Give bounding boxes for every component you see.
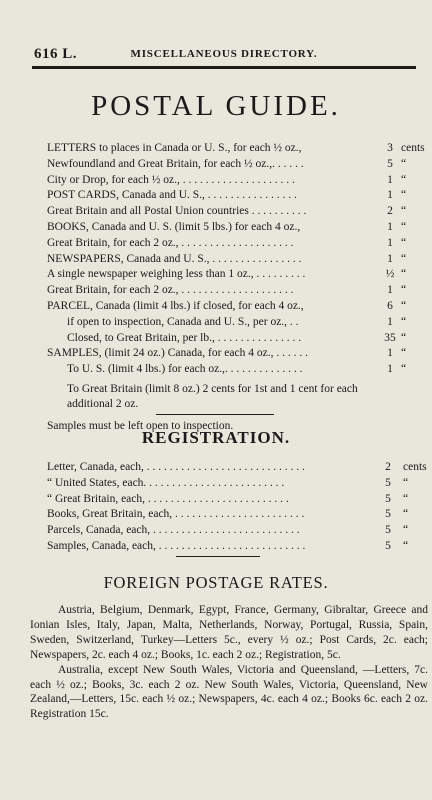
header-rule bbox=[32, 66, 416, 69]
rate-unit: “ bbox=[403, 476, 409, 489]
rate-amount: 6 bbox=[387, 299, 393, 312]
rate-unit: “ bbox=[401, 252, 407, 265]
rate-row bbox=[47, 299, 427, 315]
rate-amount: 2 bbox=[387, 205, 393, 218]
rate-row bbox=[47, 267, 427, 283]
rate-unit: “ bbox=[401, 268, 407, 281]
rate-unit: “ bbox=[401, 347, 407, 360]
rate-amount: ½ bbox=[385, 268, 395, 281]
rate-amount: 35 bbox=[384, 331, 396, 344]
postal-rates-list bbox=[47, 141, 427, 432]
rate-unit: “ bbox=[401, 236, 407, 249]
rate-amount: 5 bbox=[385, 476, 391, 489]
rate-row bbox=[47, 283, 427, 299]
rate-unit: “ bbox=[403, 508, 409, 521]
rate-label: “ United States, each. . . . . . . . . . . . . . . . . . . . . . . . . bbox=[47, 476, 285, 489]
rate-amount: 1 bbox=[387, 236, 393, 249]
rate-label: Great Britain, for each 2 oz., . . . . . . . . . . . . . . . . . . . . bbox=[47, 284, 294, 297]
rate-amount: 5 bbox=[385, 508, 391, 521]
rate-unit: “ bbox=[401, 157, 407, 170]
rate-row bbox=[47, 188, 427, 204]
rate-amount: 2 bbox=[385, 461, 391, 473]
rate-unit: “ bbox=[401, 284, 407, 297]
running-title: MISCELLANEOUS DIRECTORY. bbox=[130, 48, 318, 60]
rate-label: Samples, Canada, each, . . . . . . . . . . . . . . . . . . . . . . . . . . bbox=[47, 539, 306, 552]
rate-label: PARCEL, Canada (limit 4 lbs.) if closed, for each 4 oz., bbox=[47, 299, 304, 312]
page-title: POSTAL GUIDE. bbox=[91, 90, 341, 122]
rate-amount: 1 bbox=[387, 363, 393, 376]
rate-row bbox=[47, 346, 427, 362]
rate-row bbox=[47, 315, 427, 331]
rate-row bbox=[47, 331, 427, 347]
rate-label: A single newspaper weighing less than 1 oz., . . . . . . . . . bbox=[47, 268, 306, 281]
rate-label: “ Great Britain, each, . . . . . . . . . . . . . . . . . . . . . . . . . bbox=[47, 492, 289, 505]
rate-row bbox=[47, 173, 427, 189]
rate-unit: “ bbox=[401, 189, 407, 202]
rate-row bbox=[47, 141, 427, 157]
rate-amount: 3 bbox=[387, 142, 393, 154]
rate-unit: “ bbox=[401, 331, 407, 344]
rate-row bbox=[47, 539, 427, 555]
rate-row bbox=[47, 460, 427, 476]
rate-amount: 1 bbox=[387, 220, 393, 233]
rate-unit: cents bbox=[403, 461, 427, 473]
rate-label: SAMPLES, (limit 24 oz.) Canada, for each 4 oz., . . . . . . bbox=[47, 347, 308, 360]
rate-unit: “ bbox=[401, 363, 407, 376]
section-divider bbox=[176, 556, 260, 557]
rate-label: Parcels, Canada, each, . . . . . . . . . . . . . . . . . . . . . . . . . . bbox=[47, 524, 300, 537]
samples-great-britain-note: To Great Britain (limit 8 oz.) 2 cents for 1st and 1 cent for each additional 2 oz. bbox=[67, 383, 358, 410]
rate-label: POST CARDS, Canada and U. S., . . . . . . . . . . . . . . . . bbox=[47, 189, 297, 202]
rate-label: Great Britain and all Postal Union countries . . . . . . . . . . bbox=[47, 205, 307, 218]
foreign-paragraph: Australia, except New South Wales, Victoria and Queensland, —Letters, 7c. each ½ oz.; Books, 3c. each 2 oz. New South Wales, Victoria, Queensland, New Zealand,—Letters, 15c. each ½ oz.; Newspapers, 4c. each 4 oz.; Books 6c. each 2 oz. Registration 15c. bbox=[30, 663, 428, 721]
rate-unit: cents bbox=[401, 142, 425, 154]
rate-amount: 5 bbox=[385, 539, 391, 552]
rate-unit: “ bbox=[401, 173, 407, 186]
rate-amount: 5 bbox=[387, 157, 393, 170]
rate-unit: “ bbox=[401, 315, 407, 328]
section-divider bbox=[156, 414, 274, 415]
rate-label: Books, Great Britain, each, . . . . . . . . . . . . . . . . . . . . . . . bbox=[47, 508, 305, 521]
rate-unit: “ bbox=[403, 492, 409, 505]
rate-label: NEWSPAPERS, Canada and U. S., . . . . . . . . . . . . . . . . bbox=[47, 252, 302, 265]
rate-label: Great Britain, for each 2 oz., . . . . . . . . . . . . . . . . . . . . bbox=[47, 236, 294, 249]
rate-amount: 5 bbox=[385, 524, 391, 537]
rate-amount: 1 bbox=[387, 189, 393, 202]
rate-row bbox=[47, 362, 427, 378]
rate-amount: 1 bbox=[387, 347, 393, 360]
rate-row bbox=[47, 492, 427, 508]
rate-row bbox=[47, 236, 427, 252]
rate-row bbox=[47, 252, 427, 268]
rate-label: if open to inspection, Canada and U. S., per oz., . . bbox=[67, 315, 299, 328]
rate-label: City or Drop, for each ½ oz., . . . . . . . . . . . . . . . . . . . . bbox=[47, 173, 295, 186]
foreign-rates-text bbox=[30, 603, 428, 722]
page-header bbox=[34, 46, 414, 66]
rate-label: Letter, Canada, each, . . . . . . . . . . . . . . . . . . . . . . . . . . . . bbox=[47, 461, 305, 473]
rate-amount: 1 bbox=[387, 284, 393, 297]
rate-unit: “ bbox=[403, 524, 409, 537]
rate-label: Newfoundland and Great Britain, for each ½ oz.,. . . . . . bbox=[47, 157, 304, 170]
registration-list bbox=[47, 460, 427, 555]
rate-unit: “ bbox=[401, 205, 407, 218]
rate-amount: 1 bbox=[387, 173, 393, 186]
rate-amount: 5 bbox=[385, 492, 391, 505]
rate-unit: “ bbox=[403, 539, 409, 552]
page-number: 616 L. bbox=[34, 46, 78, 62]
rate-label: To U. S. (limit 4 lbs.) for each oz.,. . . . . . . . . . . . . . bbox=[67, 363, 303, 376]
rate-row bbox=[47, 476, 427, 492]
rate-unit: “ bbox=[401, 299, 407, 312]
rate-amount: 1 bbox=[387, 315, 393, 328]
rate-row bbox=[47, 220, 427, 236]
foreign-paragraph: Austria, Belgium, Denmark, Egypt, France, Germany, Gibraltar, Greece and Ionian Isles, Italy, Japan, Malta, Netherlands, Norway, Portugal, Russia, Spain, Sweden, Switzerland, Turkey—Letters 5c., every ½ oz.; Post Cards, 2c. each; Newspapers, 2c. each 4 oz.; Books, 1c. each 2 oz.; Registration, 5c. bbox=[30, 604, 428, 661]
rate-amount: 1 bbox=[387, 252, 393, 265]
rate-label: BOOKS, Canada and U. S. (limit 5 lbs.) for each 4 oz., bbox=[47, 220, 301, 233]
rate-row bbox=[47, 204, 427, 220]
rate-label: LETTERS to places in Canada or U. S., for each ½ oz., bbox=[47, 142, 302, 154]
samples-inspection-note: Samples must be left open to inspection. bbox=[47, 420, 234, 432]
rate-row bbox=[47, 523, 427, 539]
rate-unit: “ bbox=[401, 220, 407, 233]
rate-row bbox=[47, 507, 427, 523]
foreign-heading: FOREIGN POSTAGE RATES. bbox=[103, 573, 329, 592]
rate-row bbox=[47, 157, 427, 173]
rate-label: Closed, to Great Britain, per lb., . . . . . . . . . . . . . . . bbox=[67, 331, 302, 344]
registration-heading: REGISTRATION. bbox=[141, 428, 291, 447]
